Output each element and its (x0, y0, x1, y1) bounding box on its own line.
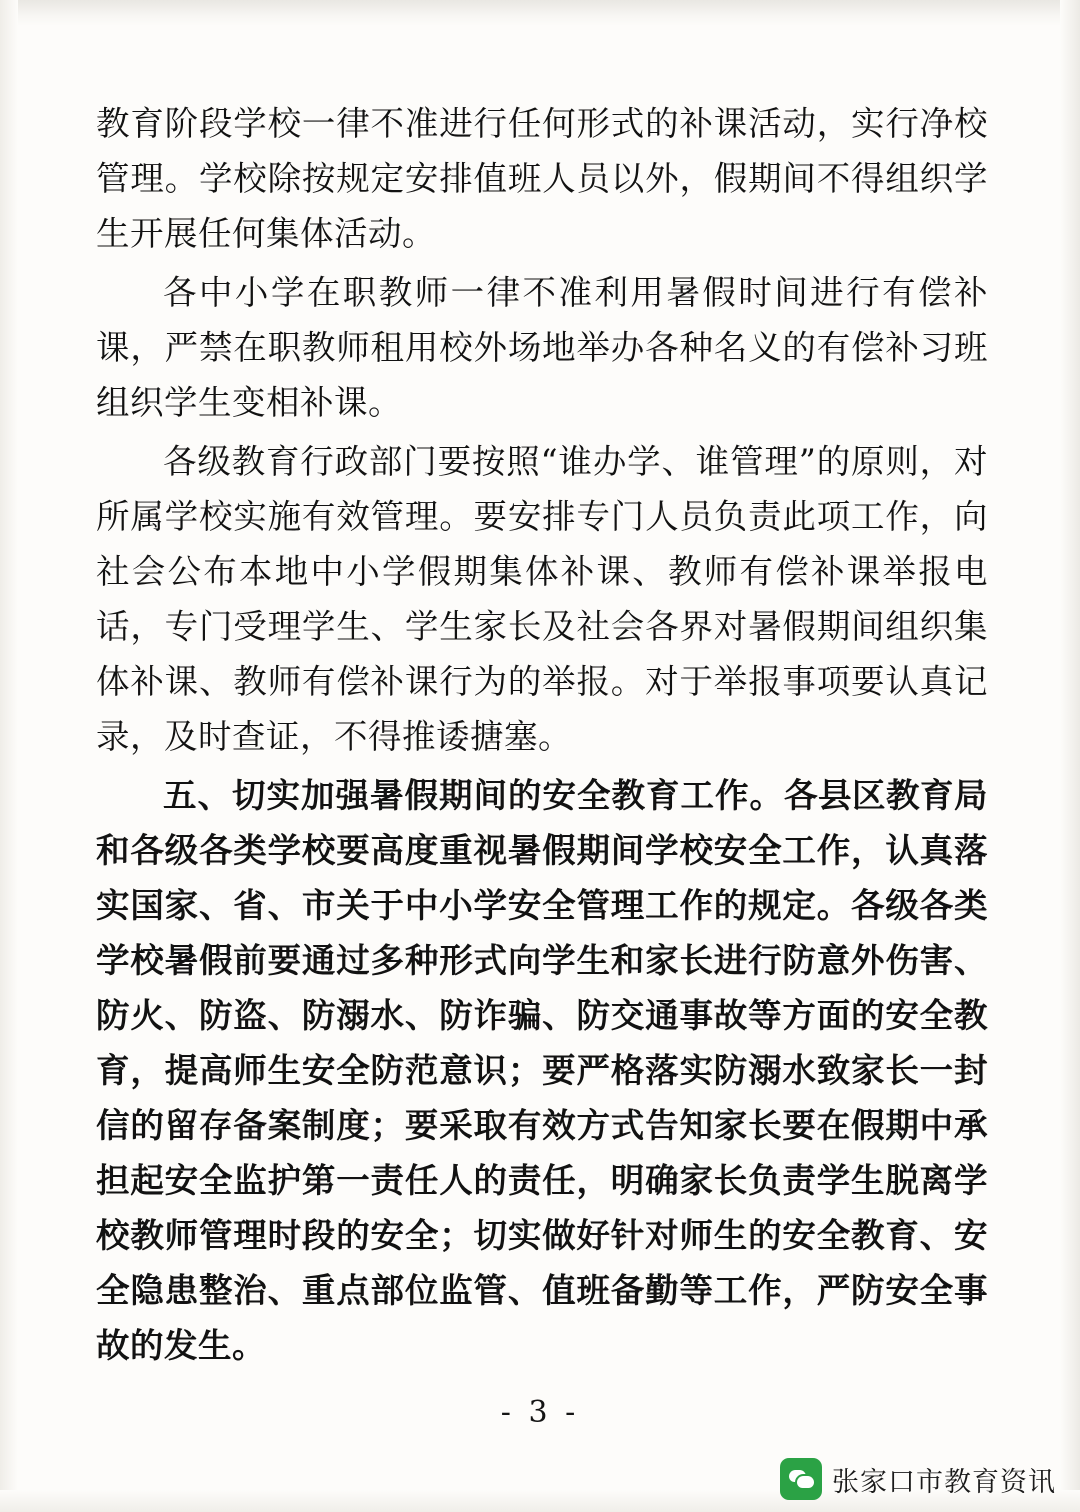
paragraph-section-five (96, 768, 988, 1373)
section-five-body: 各县区教育局和各级各类学校要高度重视暑假期间学校安全工作，认真落实国家、省、市关于中小学安全管理工作的规定。各级各类学校暑假前要通过多种形式向学生和家长进行防意外伤害、防火、防盗、防溺水、防诈骗、防交通事故等方面的安全教育，提高师生安全防范意识；要严格落实防溺水致家长一封信的留存备案制度；要采取有效方式告知家长要在假期中承担起安全监护第一责任人的责任，明确家长负责学生脱离学校教师管理时段的安全；切实做好针对师生的安全教育、安全隐患整治、重点部位监管、值班备勤等工作，严防安全事故的发生。 (96, 776, 988, 1365)
paragraph-paid-tutoring: 各中小学在职教师一律不准利用暑假时间进行有偿补课，严禁在职教师租用校外场地举办各种名义的有偿补习班组织学生变相补课。 (96, 273, 988, 422)
document-text-body (96, 96, 988, 1377)
paragraph-administration: 各级教育行政部门要按照“谁办学、谁管理”的原则，对所属学校实施有效管理。要安排专门人员负责此项工作，向社会公布本地中小学假期集体补课、教师有偿补课举报电话，专门受理学生、学生家长及社会各界对暑假期间组织集体补课、教师有偿补课行为的举报。对于举报事项要认真记录，及时查证，不得推诿搪塞。 (96, 442, 988, 756)
page-number: - 3 - (500, 1395, 580, 1430)
scan-edge-right (1060, 0, 1080, 1512)
scan-edge-left (0, 0, 18, 1512)
wechat-icon (780, 1458, 822, 1500)
scan-edge-top (0, 0, 1080, 26)
paragraph-continued: 教育阶段学校一律不准进行任何形式的补课活动，实行净校管理。学校除按规定安排值班人员以外，假期间不得组织学生开展任何集体活动。 (96, 104, 988, 253)
watermark-label: 张家口市教育资讯 (832, 1466, 1056, 1498)
section-five-heading: 五、切实加强暑假期间的安全教育工作。 (163, 776, 784, 815)
watermark (780, 1458, 1056, 1500)
